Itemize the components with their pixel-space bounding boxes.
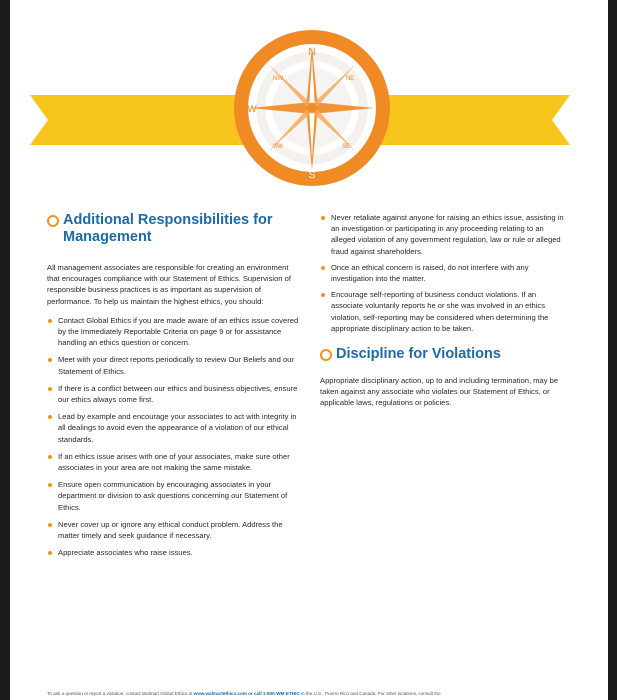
- compass-letter-n: N: [308, 47, 316, 58]
- bullet-dot-icon: [321, 266, 325, 270]
- management-intro: All management associates are responsible for creating an environment that encourages compliance with our Statement of Ethics. Supervision of responsible business practices is as important as supervision of performance. To help us maintain the highest ethics, you should:: [47, 263, 291, 306]
- compass-letter-nw: NW: [273, 76, 283, 82]
- management-bullet-list: [47, 315, 302, 559]
- compass-letter-s: S: [308, 170, 316, 181]
- footer-note: [47, 691, 587, 696]
- management-title: Additional Responsibilities for Management: [63, 212, 273, 245]
- bullet-item: [47, 315, 302, 349]
- circle-bullet-icon: [320, 349, 332, 361]
- right-column: [320, 212, 570, 417]
- bullet-text: If there is a conflict between our ethics and business objectives, ensure our ethics always come first.: [58, 383, 298, 405]
- discipline-heading: [320, 346, 570, 363]
- bullet-dot-icon: [321, 293, 325, 297]
- footer-contact: www.walmartethics.com or call 1-800-WM-ETHIC: [193, 691, 300, 696]
- bullet-item: [47, 411, 302, 445]
- bullet-item: [47, 479, 302, 513]
- discipline-title: Discipline for Violations: [336, 346, 501, 363]
- bullet-dot-icon: [48, 387, 52, 391]
- bullet-text: Lead by example and encourage your associates to act with integrity in all dealings to avoid even the appearance of a violation of our ethical standards.: [58, 412, 297, 444]
- bullet-text: Never retaliate against anyone for raising an ethics issue, assisting in an investigation or participating in any proceeding relating to an alleged violation of any government regulation, law or rule or alleged fraud against shareholders.: [331, 213, 564, 256]
- compass-rose-icon: [232, 28, 392, 188]
- bullet-item: [47, 354, 302, 376]
- management-heading: [47, 212, 302, 246]
- bullet-dot-icon: [48, 483, 52, 487]
- bullet-dot-icon: [48, 358, 52, 362]
- bullet-text: Encourage self-reporting of business conduct violations. If an associate voluntarily reports he or she was involved in an ethics violation, self-reporting may be considered when determining the appropriate disciplinary action to be taken.: [331, 290, 549, 333]
- footer-lead: To ask a question or report a violation, contact Walmart Global Ethics at: [47, 691, 193, 696]
- compass-letter-ne: NE: [345, 76, 355, 82]
- bullet-dot-icon: [321, 216, 325, 220]
- bullet-dot-icon: [48, 523, 52, 527]
- bullet-text: Once an ethical concern is raised, do not interfere with any investigation into the matter.: [331, 262, 529, 284]
- compass-letter-se: SE: [341, 144, 351, 150]
- page-edge-left: [0, 0, 10, 700]
- management-column: [47, 212, 302, 564]
- bullet-text: Never cover up or ignore any ethical conduct problem. Address the matter timely and seek guidance if necessary.: [58, 519, 283, 541]
- compass-letter-w: W: [247, 104, 257, 115]
- bullet-item: [320, 212, 570, 257]
- bullet-item: [47, 451, 302, 473]
- bullet-dot-icon: [48, 415, 52, 419]
- right-bullet-list: [320, 212, 570, 334]
- bullet-item: [47, 383, 302, 405]
- bullet-item: [47, 519, 302, 541]
- bullet-text: Appreciate associates who raise issues.: [58, 548, 193, 558]
- bullet-item: [47, 547, 302, 558]
- bullet-item: [320, 262, 570, 284]
- bullet-text: Contact Global Ethics if you are made aware of an ethics issue covered by the Immediately Reportable Criteria on page 9 or for assistance handling an ethics question or concern.: [58, 315, 299, 348]
- bullet-dot-icon: [48, 551, 52, 555]
- bullet-dot-icon: [48, 455, 52, 459]
- compass-letter-e: E: [368, 115, 376, 126]
- footer-tail: in the U.S., Puerto Rico and Canada. For other locations, consult the: [300, 691, 441, 696]
- bullet-text: Meet with your direct reports periodically to review Our Beliefs and our Statement of Ethics.: [58, 355, 294, 376]
- bullet-item: [320, 289, 570, 334]
- circle-bullet-icon: [47, 215, 59, 227]
- bullet-dot-icon: [48, 319, 52, 323]
- compass-letter-sw: SW: [273, 144, 283, 150]
- bullet-text: Ensure open communication by encouraging associates in your department or division to ask questions concerning our Statement of Ethics.: [58, 480, 288, 512]
- discipline-text: Appropriate disciplinary action, up to and including termination, may be taken against any associate who violates our Statement of Ethics, or applicable laws, regulations or policies.: [320, 376, 559, 408]
- bullet-text: If an ethics issue arises with one of your associates, make sure other associates in your area are not making the same mistake.: [58, 451, 290, 473]
- page-edge-right: [608, 0, 617, 700]
